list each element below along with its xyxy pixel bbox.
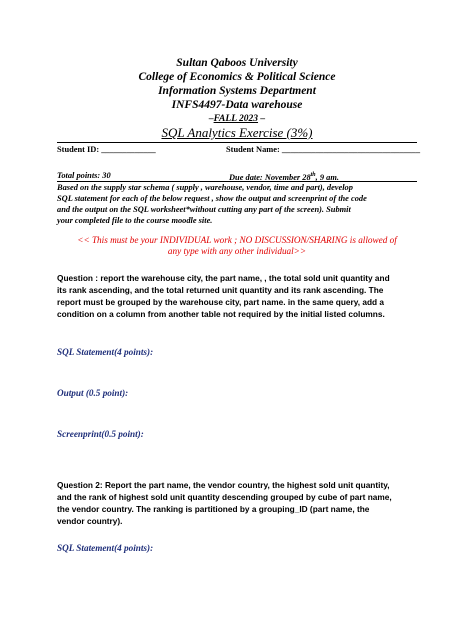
student-id-label: Student ID: [57,145,100,154]
due-date-text: Due date: November 28 [229,172,311,182]
question1-line-4: condition on a column from another table not required by the initial listed columns. [57,309,385,319]
question2-line-3: the vendor country. The ranking is partitioned by a grouping_ID (part name, the [57,504,370,514]
student-id-field[interactable] [57,145,156,154]
student-name-blank[interactable]: _________________________________ [281,145,421,154]
due-date-time: , 9 am. [315,172,339,182]
term-suffix: – [258,114,266,124]
student-name-field[interactable] [226,145,420,154]
points-due-row [57,170,417,182]
intro-line-4: your completed file to the course moodle site. [57,216,213,225]
question2-line-4: vendor country). [57,516,123,526]
due-date [229,170,339,183]
intro-line-2: SQL statement for each of the below request , show the output and screenprint of the code [57,194,367,203]
warning-line-2: any type with any other individual>> [167,246,307,256]
student-name-label: Student Name: [226,145,280,154]
term-name: FALL 2023 [213,114,259,124]
question2-line-1: Question 2: Report the part name, the vendor country, the highest sold unit quantity, [57,480,390,490]
exercise-title-wrap [0,124,474,142]
warning-line-1: << This must be your INDIVIDUAL work ; NO DISCUSSION/SHARING is allowed of [77,235,397,245]
due-date-sup: th [310,172,316,178]
q1-screenprint-label: Screenprint(0.5 point): [57,429,144,439]
student-id-blank[interactable]: _____________ [101,145,156,154]
question1-line-2: its rank ascending, and the total returned unit quantity and its rank ascending. The [57,285,384,295]
question1-line-3: report must be grouped by the warehouse city, part name. in the same query, add a [57,297,385,307]
intro-line-1: Based on the supply star schema ( supply , warehouse, vendor, time and part), develop [57,183,353,192]
q1-sql-statement-label: SQL Statement(4 points): [57,347,154,357]
term-prefix: – [208,114,214,124]
term-label [0,114,474,124]
question1-line-1: Question : report the warehouse city, the part name, , the total sold unit quantity and [57,273,390,283]
divider-line [57,142,417,143]
department-name: Information Systems Department [158,85,316,97]
question2-line-2: and the rank of highest sold unit quantity descending grouped by cube of part name, [57,492,392,502]
total-points: Total points: 30 [57,171,111,180]
course-title: INFS4497-Data warehouse [171,99,303,111]
q1-output-label: Output (0.5 point): [57,388,129,398]
q2-sql-statement-label: SQL Statement(4 points): [57,543,154,553]
university-name: Sultan Qaboos University [176,57,298,69]
college-name: College of Economics & Political Science [138,71,336,83]
intro-line-3: and the output on the SQL worksheet*without cutting any part of the screen). Submit [57,205,351,214]
exercise-title: SQL Analytics Exercise (3%) [161,125,313,140]
